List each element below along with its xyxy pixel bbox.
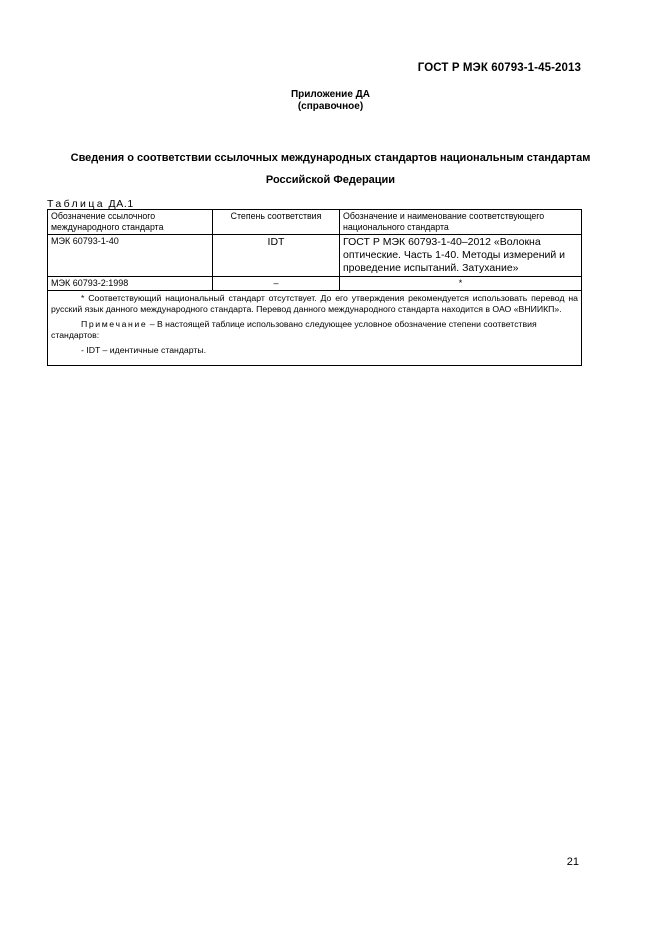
document-title-line2: Российской Федерации: [265, 174, 396, 186]
footnote: * Соответствующий национальный стандарт отсутствует. До его утверждения рекомендуется использовать перевод на русский язык данного международного стандарта. Перевод данного международного стандарта находится в ОАО «ВНИИКП».: [51, 293, 578, 314]
cell-ref-standard: МЭК 60793-2:1998: [48, 277, 213, 291]
document-title: [40, 147, 621, 191]
note-text: – В настоящей таблице использовано следующее условное обозначение степени соответствия стандартов:: [51, 319, 537, 340]
note: [51, 319, 578, 341]
page-number: 21: [566, 856, 579, 868]
annex-title: Приложение ДА: [290, 89, 371, 100]
table-header-row: [48, 210, 582, 235]
table-caption-word: Таблица: [47, 198, 105, 210]
cell-national-standard: *: [340, 277, 582, 291]
table-caption-number: ДА.1: [108, 198, 134, 210]
document-code: ГОСТ Р МЭК 60793-1-45-2013: [417, 62, 581, 74]
annex-subtitle: (справочное): [297, 101, 364, 112]
header-ref-standard: Обозначение ссылочного международного стандарта: [48, 210, 213, 235]
cell-national-standard: ГОСТ Р МЭК 60793-1-40–2012 «Волокна оптические. Часть 1-40. Методы измерений и проведение испытаний. Затухание»: [340, 235, 582, 277]
standards-table: [47, 209, 582, 366]
header-degree: Степень соответствия: [213, 210, 340, 235]
cell-ref-standard: МЭК 60793-1-40: [48, 235, 213, 277]
table-notes: [48, 291, 582, 366]
cell-degree: –: [213, 277, 340, 291]
cell-degree: IDT: [213, 235, 340, 277]
table-row: [48, 235, 582, 277]
document-title-line1: Сведения о соответствии ссылочных международных стандартов национальным стандартам: [70, 152, 591, 164]
annex-heading: [0, 89, 661, 113]
table-row: [48, 277, 582, 291]
table-notes-row: [48, 291, 582, 366]
header-national-standard: Обозначение и наименование соответствующего национального стандарта: [340, 210, 582, 235]
idt-definition: - IDT – идентичные стандарты.: [81, 345, 207, 355]
note-label: Примечание: [81, 319, 148, 329]
